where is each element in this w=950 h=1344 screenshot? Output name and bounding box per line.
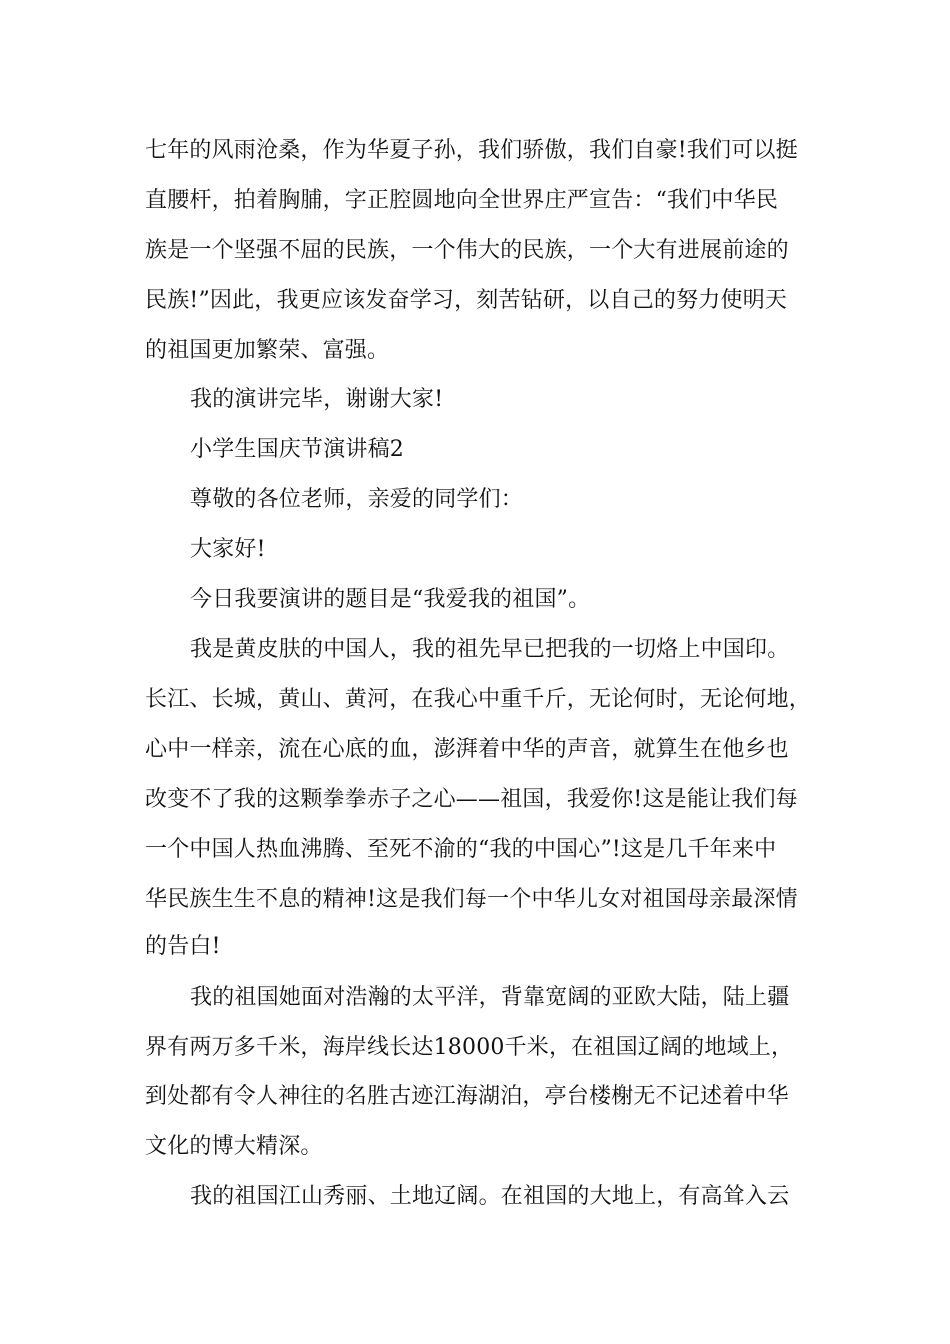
text-line: 我的祖国江山秀丽、土地辽阔。在祖国的大地上，有高耸入云 [190,1184,790,1209]
text-line: 文化的博大精深。 [145,1134,323,1159]
text-line: 改变不了我的这颗拳拳赤子之心——祖国，我爱你!这是能让我们每 [145,787,798,812]
text-line: 今日我要演讲的题目是“我爱我的祖国”。 [190,587,591,612]
text-line: 长江、长城，黄山、黄河，在我心中重千斤，无论何时，无论何地， [145,687,812,712]
text-line: 心中一样亲，流在心底的血，澎湃着中华的声音，就算生在他乡也 [145,737,789,762]
text-line: 的告白! [145,934,221,959]
text-line: 的祖国更加繁荣、富强。 [145,338,390,363]
greeting: 大家好! [190,537,266,562]
text-line: 一个中国人热血沸腾、至死不渝的“我的中国心”!这是几千年来中 [145,837,777,862]
salutation: 尊敬的各位老师，亲爱的同学们： [190,487,524,512]
text-line: 我的演讲完毕，谢谢大家! [190,387,444,412]
text-line: 民族!”因此，我更应该发奋学习，刻苦钻研，以自己的努力使明天 [145,288,788,313]
text-line: 我的祖国她面对浩瀚的太平洋，背靠宽阔的亚欧大陆，陆上疆 [190,985,790,1010]
text-line: 族是一个坚强不屈的民族，一个伟大的民族，一个大有进展前途的 [145,238,789,263]
text-line: 直腰杆，拍着胸脯，字正腔圆地向全世界庄严宣告：“我们中华民 [145,188,779,213]
text-line: 华民族生生不息的精神!这是我们每一个中华儿女对祖国母亲最深情 [145,887,798,912]
text-line: 我是黄皮肤的中国人，我的祖先早已把我的一切烙上中国印。 [190,637,790,662]
text-line: 七年的风雨沧桑，作为华夏子孙，我们骄傲，我们自豪!我们可以挺 [145,138,798,163]
section-heading: 小学生国庆节演讲稿2 [190,437,404,462]
text-line: 界有两万多千米，海岸线长达18000千米，在祖国辽阔的地域上， [145,1035,794,1060]
text-line: 到处都有令人神往的名胜古迹江海湖泊，亭台楼榭无不记述着中华 [145,1084,789,1109]
